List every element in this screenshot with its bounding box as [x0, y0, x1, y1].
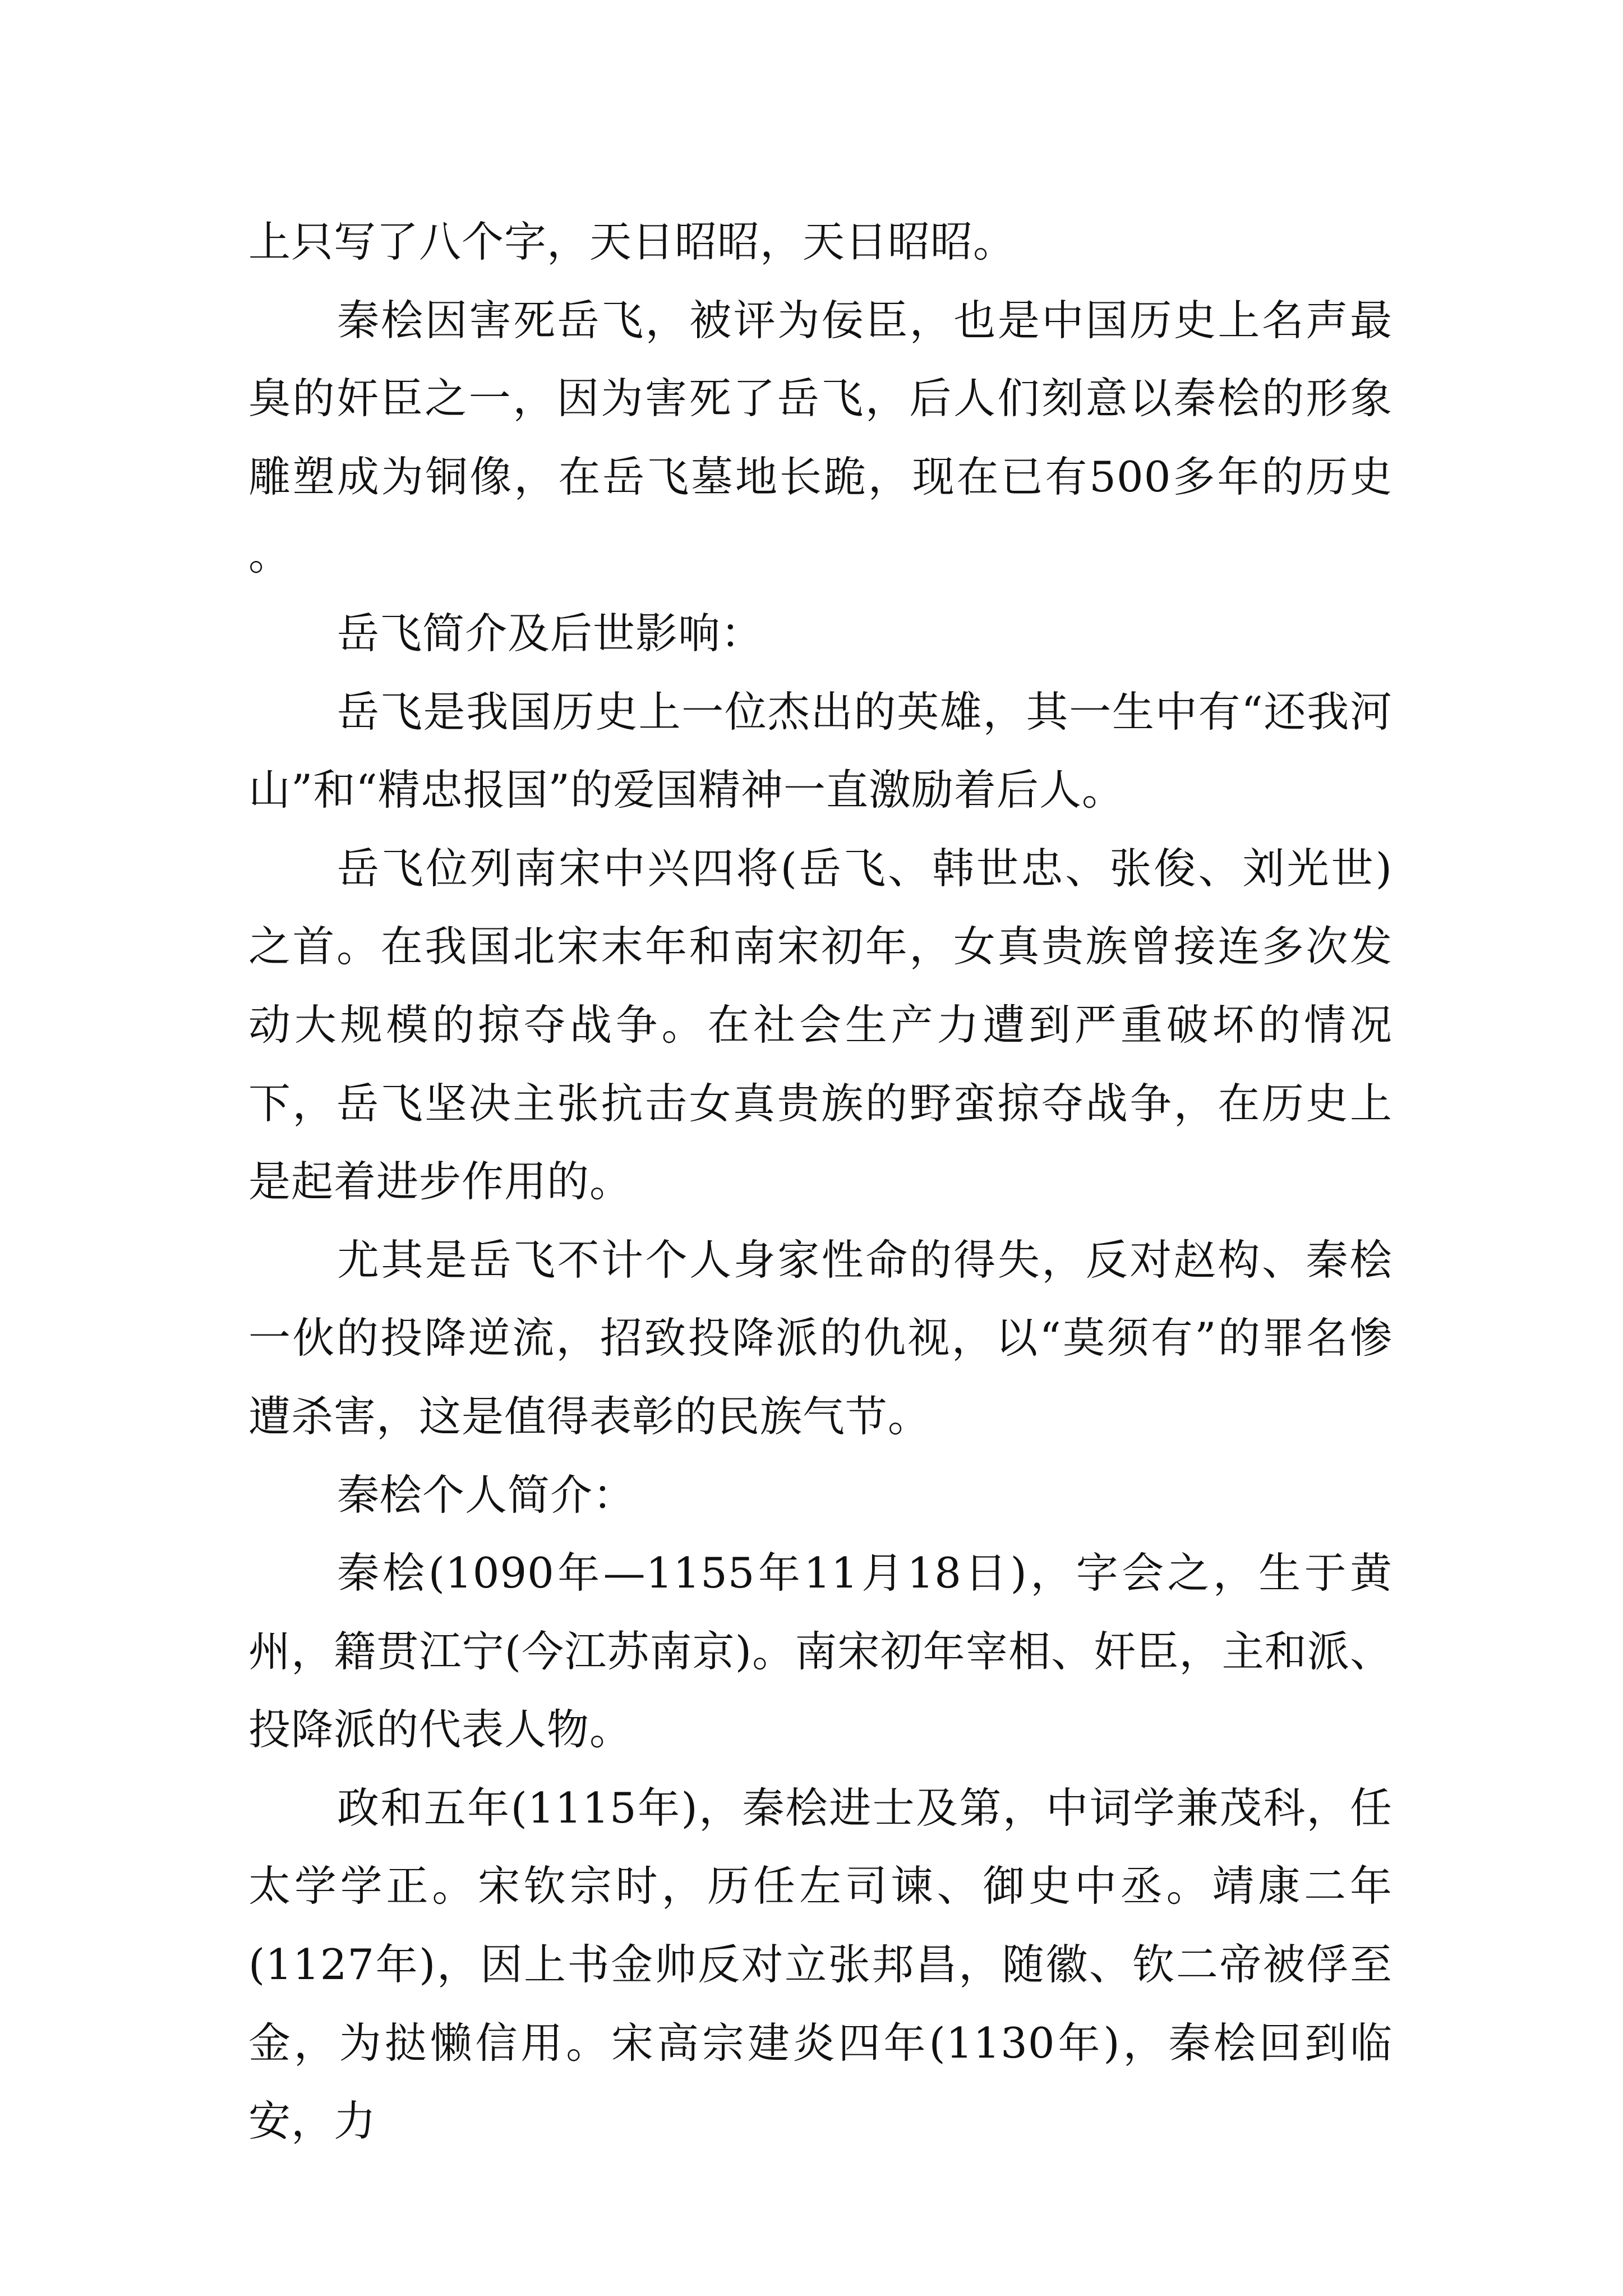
paragraph-4: 岳飞是我国历史上一位杰出的英雄，其一生中有“还我河山”和“精忠报国”的爱国精神一直激励着后人。 — [248, 687, 1393, 815]
paragraph-8: 秦桧(1090年—1155年11月18日)，字会之，生于黄州，籍贯江宁(今江苏南京)。南宋初年宰相、奸臣，主和派、投降派的代表人物。 — [248, 1548, 1393, 1755]
paragraph-7-heading: 秦桧个人简介： — [337, 1470, 636, 1520]
paragraph-1: 上只写了八个字，天日昭昭，天日昭昭。 — [248, 217, 1016, 266]
document-body — [248, 203, 1393, 2161]
paragraph-5: 岳飞位列南宋中兴四将(岳飞、韩世忠、张俊、刘光世)之首。在我国北宋末年和南宋初年，女真贵族曾接连多次发动大规模的掠夺战争。在社会生产力遭到严重破坏的情况下，岳飞坚决主张抗击女真贵族的野蛮掠夺战争，在历史上是起着进步作用的。 — [248, 843, 1393, 1207]
paragraph-2: 秦桧因害死岳飞，被评为佞臣，也是中国历史上名声最臭的奸臣之一，因为害死了岳飞，后人们刻意以秦桧的形象雕塑成为铜像，在岳飞墓地长跪，现在已有500多年的历史 。 — [248, 295, 1393, 580]
paragraph-3-heading: 岳飞简介及后世影响： — [337, 608, 764, 658]
paragraph-6: 尤其是岳飞不计个人身家性命的得失，反对赵构、秦桧一伙的投降逆流，招致投降派的仇视，以“莫须有”的罪名惨遭杀害，这是值得表彰的民族气节。 — [248, 1235, 1393, 1441]
paragraph-9: 政和五年(1115年)，秦桧进士及第，中词学兼茂科，任太学学正。宋钦宗时，历任左司谏、御史中丞。靖康二年(1127年)，因上书金帅反对立张邦昌，随徽、钦二帝被俘至金，为挞懒信用。宋高宗建炎四年(1130年)，秦桧回到临安，力 — [248, 1783, 1393, 2146]
